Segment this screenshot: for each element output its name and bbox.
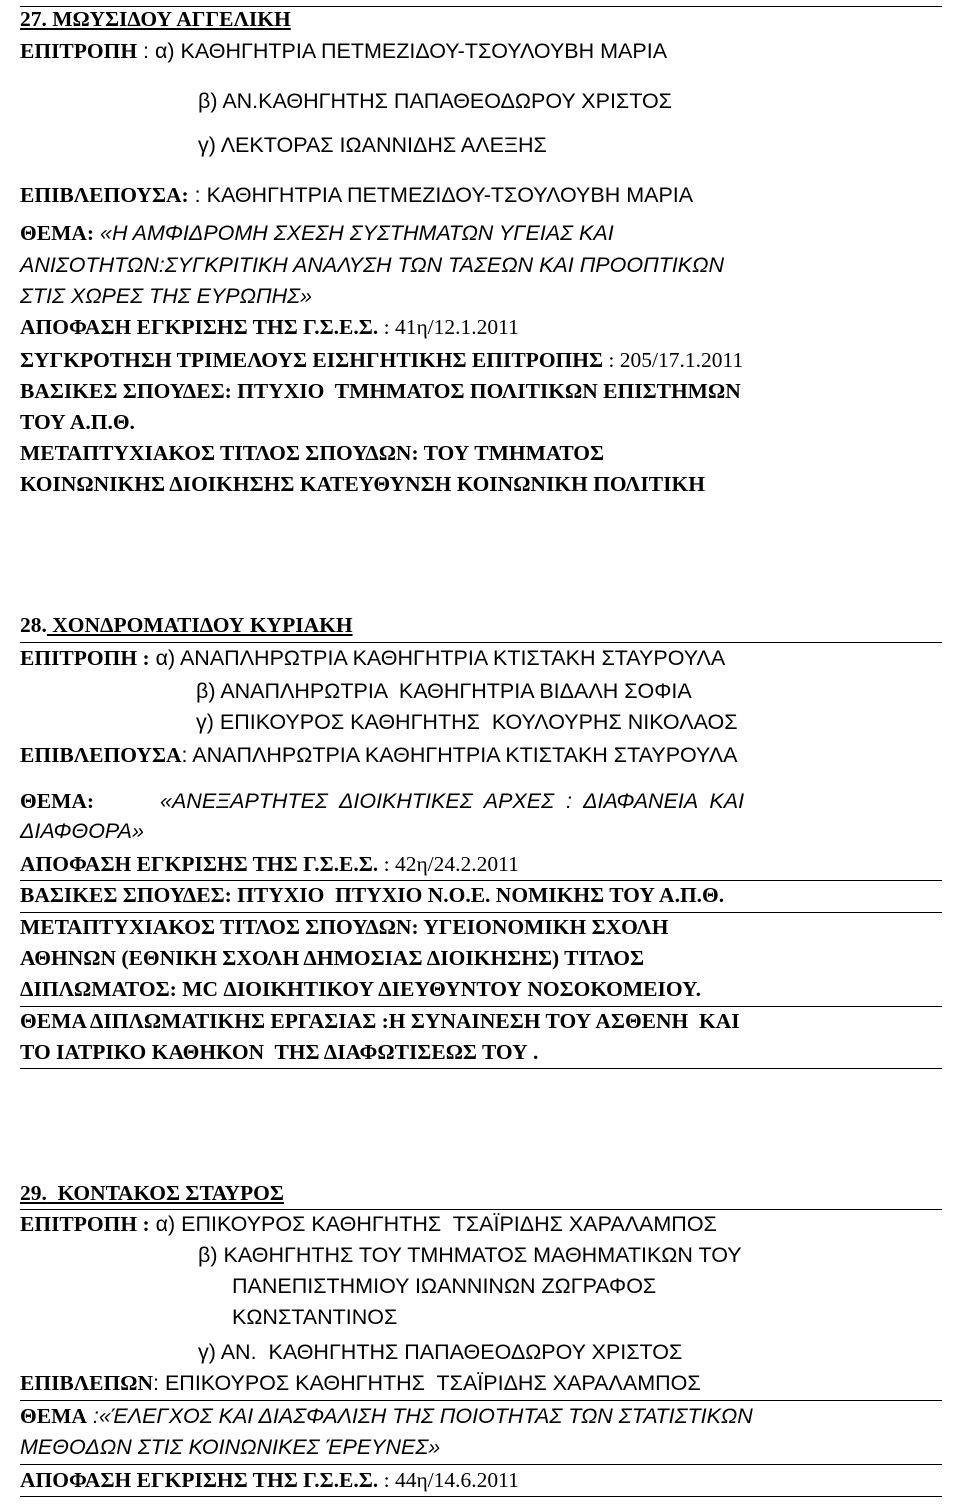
topic-line: ΔΙΑΦΘΟΡΑ»: [20, 819, 144, 843]
table-rule: [20, 1068, 942, 1069]
committee-member-b: β) ΚΑΘΗΓΗΤΗΣ ΤΟΥ ΤΜΗΜΑΤΟΣ ΜΑΘΗΜΑΤΙΚΩΝ ΤΟΥ: [198, 1243, 742, 1267]
table-rule: [20, 642, 942, 643]
committee-member-b: ΚΩΝΣΤΑΝΤΙΝΟΣ: [232, 1305, 398, 1329]
thesis-line: ΘΕΜΑ ΔΙΠΛΩΜΑΤΙΚΗΣ ΕΡΓΑΣΙΑΣ :Η ΣΥΝΑΙΝΕΣΗ ΤΟΥ ΑΣΘΕΝΗ ΚΑΙ: [20, 1009, 740, 1033]
postgrad-line: ΑΘΗΝΩΝ (ΕΘΝΙΚΗ ΣΧΟΛΗ ΔΗΜΟΣΙΑΣ ΔΙΟΙΚΗΣΗΣ) ΤΙΤΛΟΣ: [20, 946, 645, 970]
entry-title: 27. ΜΩΥΣΙΔΟΥ ΑΓΓΕΛΙΚΗ: [20, 7, 291, 31]
table-rule: [20, 1006, 942, 1007]
committee-member-c: γ) ΛΕΚΤΟΡΑΣ ΙΩΑΝΝΙΔΗΣ ΑΛΕΞΗΣ: [198, 133, 547, 157]
studies-line: ΒΑΣΙΚΕΣ ΣΠΟΥΔΕΣ: ΠΤΥΧΙΟ ΤΜΗΜΑΤΟΣ ΠΟΛΙΤΙΚΩΝ ΕΠΙΣΤΗΜΩΝ: [20, 379, 741, 403]
decision-line: ΑΠΟΦΑΣΗ ΕΓΚΡΙΣΗΣ ΤΗΣ Γ.Σ.Ε.Σ. : 42η/24.2.2011: [20, 852, 519, 876]
topic-line: ΘΕΜΑ :«ΈΛΕΓΧΟΣ ΚΑΙ ΔΙΑΣΦΑΛΙΣΗ ΤΗΣ ΠΟΙΟΤΗΤΑΣ ΤΩΝ ΣΤΑΤΙΣΤΙΚΩΝ: [20, 1404, 753, 1428]
studies-line: ΒΑΣΙΚΕΣ ΣΠΟΥΔΕΣ: ΠΤΥΧΙΟ ΠΤΥΧΙΟ Ν.Ο.Ε. ΝΟΜΙΚΗΣ ΤΟΥ Α.Π.Θ.: [20, 883, 725, 907]
decision-line: ΑΠΟΦΑΣΗ ΕΓΚΡΙΣΗΣ ΤΗΣ Γ.Σ.Ε.Σ. : 44η/14.6.2011: [20, 1468, 519, 1492]
topic-line: ΘΕΜΑ: «Η ΑΜΦΙΔΡΟΜΗ ΣΧΕΣΗ ΣΥΣΤΗΜΑΤΩΝ ΥΓΕΙΑΣ ΚΑΙ: [20, 221, 614, 245]
studies-line: ΤΟΥ Α.Π.Θ.: [20, 410, 135, 434]
table-rule: [20, 1464, 942, 1465]
postgrad-line: ΜΕΤΑΠΤΥΧΙΑΚΟΣ ΤΙΤΛΟΣ ΣΠΟΥΔΩΝ: ΤΟΥ ΤΜΗΜΑΤΟΣ: [20, 441, 605, 465]
table-rule: [20, 880, 942, 881]
topic-line: ΜΕΘΟΔΩΝ ΣΤΙΣ ΚΟΙΝΩΝΙΚΕΣ ΈΡΕΥΝΕΣ»: [20, 1435, 441, 1459]
postgrad-line: ΚΟΙΝΩΝΙΚΗΣ ΔΙΟΙΚΗΣΗΣ ΚΑΤΕΥΘΥΝΣΗ ΚΟΙΝΩΝΙΚΗ ΠΟΛΙΤΙΚΗ: [20, 472, 705, 496]
thesis-line: ΤΟ ΙΑΤΡΙΚΟ ΚΑΘΗΚΟΝ ΤΗΣ ΔΙΑΦΩΤΙΣΕΩΣ ΤΟΥ .: [20, 1040, 539, 1064]
table-rule: [20, 1400, 942, 1401]
committee-line: ΕΠΙΤΡΟΠΗ : α) ΑΝΑΠΛΗΡΩΤΡΙΑ ΚΑΘΗΓΗΤΡΙΑ ΚΤΙΣΤΑΚΗ ΣΤΑΥΡΟΥΛΑ: [20, 646, 726, 670]
committee-member-c: γ) ΕΠΙΚΟΥΡΟΣ ΚΑΘΗΓΗΤΗΣ ΚΟΥΛΟΥΡΗΣ ΝΙΚΟΛΑΟΣ: [196, 710, 738, 734]
committee-member-b: ΠΑΝΕΠΙΣΤΗΜΙΟΥ ΙΩΑΝΝΙΝΩΝ ΖΩΓΡΑΦΟΣ: [232, 1274, 657, 1298]
committee-member-c: γ) ΑΝ. ΚΑΘΗΓΗΤΗΣ ΠΑΠΑΘΕΟΔΩΡΟΥ ΧΡΙΣΤΟΣ: [198, 1340, 683, 1364]
postgrad-line: ΔΙΠΛΩΜΑΤΟΣ: MC ΔΙΟΙΚΗΤΙΚΟΥ ΔΙΕΥΘΥΝΤΟΥ ΝΟΣΟΚΟΜΕΙΟΥ.: [20, 977, 702, 1001]
entry-title: 29. ΚΟΝΤΑΚΟΣ ΣΤΑΥΡΟΣ: [20, 1181, 284, 1205]
table-rule: [20, 1209, 942, 1210]
committee-member-b: β) ΑΝΑΠΛΗΡΩΤΡΙΑ ΚΑΘΗΓΗΤΡΙΑ ΒΙΔΑΛΗ ΣΟΦΙΑ: [196, 679, 692, 703]
committee-line: ΕΠΙΤΡΟΠΗ : α) ΕΠΙΚΟΥΡΟΣ ΚΑΘΗΓΗΤΗΣ ΤΣΑΪΡΙΔΗΣ ΧΑΡΑΛΑΜΠΟΣ: [20, 1212, 717, 1236]
formation-line: ΣΥΓΚΡΟΤΗΣΗ ΤΡΙΜΕΛΟΥΣ ΕΙΣΗΓΗΤΙΚΗΣ ΕΠΙΤΡΟΠΗΣ : 205/17.1.2011: [20, 348, 744, 372]
committee-line: ΕΠΙΤΡΟΠΗ : α) ΚΑΘΗΓΗΤΡΙΑ ΠΕΤΜΕΖΙΔΟΥ-ΤΣΟΥΛΟΥΒΗ ΜΑΡΙΑ: [20, 39, 668, 63]
postgrad-line: ΜΕΤΑΠΤΥΧΙΑΚΟΣ ΤΙΤΛΟΣ ΣΠΟΥΔΩΝ: ΥΓΕΙΟΝΟΜΙΚΗ ΣΧΟΛΗ: [20, 915, 669, 939]
decision-line: ΑΠΟΦΑΣΗ ΕΓΚΡΙΣΗΣ ΤΗΣ Γ.Σ.Ε.Σ. : 41η/12.1.2011: [20, 315, 519, 339]
topic-line: ΘΕΜΑ: «ΑΝΕΞΑΡΤΗΤΕΣ ΔΙΟΙΚΗΤΙΚΕΣ ΑΡΧΕΣ : ΔΙΑΦΑΝΕΙΑ ΚΑΙ: [20, 789, 745, 813]
table-rule: [20, 912, 942, 913]
supervisor-line: ΕΠΙΒΛΕΠΩΝ: ΕΠΙΚΟΥΡΟΣ ΚΑΘΗΓΗΤΗΣ ΤΣΑΪΡΙΔΗΣ ΧΑΡΑΛΑΜΠΟΣ: [20, 1371, 701, 1395]
table-rule: [20, 1496, 942, 1497]
supervisor-line: ΕΠΙΒΛΕΠΟΥΣΑ: : ΚΑΘΗΓΗΤΡΙΑ ΠΕΤΜΕΖΙΔΟΥ-ΤΣΟΥΛΟΥΒΗ ΜΑΡΙΑ: [20, 183, 694, 207]
topic-line: ΑΝΙΣΟΤΗΤΩΝ:ΣΥΓΚΡΙΤΙΚΗ ΑΝΑΛΥΣΗ ΤΩΝ ΤΑΣΕΩΝ ΚΑΙ ΠΡΟΟΠΤΙΚΩΝ: [20, 253, 724, 277]
entry-title: 28. ΧΟΝΔΡΟΜΑΤΙΔΟΥ ΚΥΡΙΑΚΗ: [20, 613, 353, 637]
committee-member-b: β) ΑΝ.ΚΑΘΗΓΗΤΗΣ ΠΑΠΑΘΕΟΔΩΡΟΥ ΧΡΙΣΤΟΣ: [198, 89, 672, 113]
topic-line: ΣΤΙΣ ΧΩΡΕΣ ΤΗΣ ΕΥΡΩΠΗΣ»: [20, 284, 312, 308]
supervisor-line: ΕΠΙΒΛΕΠΟΥΣΑ: ΑΝΑΠΛΗΡΩΤΡΙΑ ΚΑΘΗΓΗΤΡΙΑ ΚΤΙΣΤΑΚΗ ΣΤΑΥΡΟΥΛΑ: [20, 743, 738, 767]
